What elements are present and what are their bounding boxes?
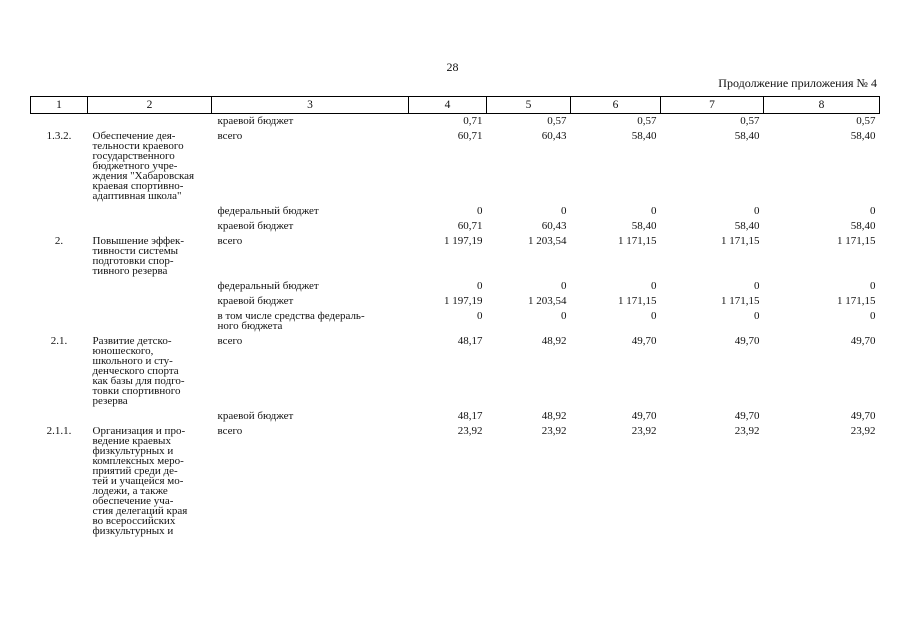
table-body [31, 114, 880, 540]
item-number: 2. [54, 235, 64, 247]
value-col-7: 58,40 [734, 130, 760, 142]
value-col-6: 0 [651, 310, 657, 322]
funding-source: всего [217, 235, 243, 247]
funding-source: краевой бюджет [217, 115, 294, 127]
item-number [31, 294, 88, 309]
item-name [88, 294, 212, 309]
funding-source: федеральный бюджет [217, 280, 319, 292]
page-number: 28 [446, 60, 459, 74]
column-number-header-row [31, 97, 880, 114]
value-col-5: 1 203,54 [528, 295, 567, 307]
table-row [31, 424, 880, 539]
column-header: 3 [212, 97, 409, 114]
funding-source: всего [217, 335, 243, 347]
value-col-4: 0 [477, 310, 483, 322]
item-name [88, 114, 212, 130]
item-number [31, 279, 88, 294]
item-name: Развитие детско- юношеского, школьного и сту- денческого спорта как базы для подго- товки спортивного резерва [92, 335, 185, 407]
table-row [31, 129, 880, 204]
value-col-6: 1 171,15 [618, 295, 657, 307]
value-col-8: 49,70 [850, 410, 876, 422]
item-number [31, 309, 88, 334]
funding-source: федеральный бюджет [217, 205, 319, 217]
value-col-8: 1 171,15 [837, 295, 876, 307]
value-col-7: 0 [754, 280, 760, 292]
value-col-6: 1 171,15 [618, 235, 657, 247]
funding-source: краевой бюджет [217, 220, 294, 232]
funding-source: всего [217, 425, 243, 437]
value-col-7: 0 [754, 205, 760, 217]
value-col-8: 58,40 [850, 130, 876, 142]
item-number [31, 409, 88, 424]
value-col-8: 0 [870, 280, 876, 292]
value-col-5: 48,92 [541, 335, 567, 347]
value-col-4: 0 [477, 205, 483, 217]
funding-source: всего [217, 130, 243, 142]
value-col-7: 0 [754, 310, 760, 322]
item-name: Повышение эффек- тивности системы подготовки спор- тивного резерва [92, 235, 185, 277]
value-col-7: 23,92 [734, 425, 760, 437]
value-col-7: 0,57 [740, 115, 760, 127]
item-name: Обеспечение дея- тельности краевого государственного бюджетного учре- ждения "Хабаровская краевая спортивно- адаптивная школа" [92, 130, 195, 202]
table-row [31, 279, 880, 294]
column-header: 7 [661, 97, 764, 114]
item-name [88, 309, 212, 334]
value-col-8: 1 171,15 [837, 235, 876, 247]
item-number [31, 204, 88, 219]
value-col-4: 1 197,19 [444, 295, 483, 307]
value-col-6: 23,92 [631, 425, 657, 437]
value-col-4: 48,17 [457, 410, 483, 422]
value-col-4: 1 197,19 [444, 235, 483, 247]
value-col-5: 0 [561, 205, 567, 217]
value-col-8: 0 [870, 310, 876, 322]
table-row [31, 234, 880, 279]
value-col-5: 60,43 [541, 130, 567, 142]
funding-source: в том числе средства федераль- ного бюджета [217, 310, 365, 332]
value-col-8: 0,57 [856, 115, 876, 127]
item-number: 2.1.1. [46, 425, 72, 437]
item-number [31, 114, 88, 130]
value-col-4: 60,71 [457, 220, 483, 232]
value-col-4: 0 [477, 280, 483, 292]
funding-source: краевой бюджет [217, 295, 294, 307]
column-header: 6 [571, 97, 661, 114]
value-col-7: 58,40 [734, 220, 760, 232]
value-col-8: 23,92 [850, 425, 876, 437]
table-row [31, 309, 880, 334]
value-col-8: 0 [870, 205, 876, 217]
value-col-6: 0 [651, 205, 657, 217]
table-row [31, 409, 880, 424]
appendix-continuation-note: Продолжение приложения № 4 [718, 76, 877, 90]
item-number [31, 219, 88, 234]
value-col-5: 0,57 [547, 115, 567, 127]
value-col-5: 23,92 [541, 425, 567, 437]
value-col-6: 49,70 [631, 335, 657, 347]
table-row [31, 204, 880, 219]
column-header: 1 [31, 97, 88, 114]
value-col-4: 48,17 [457, 335, 483, 347]
value-col-4: 60,71 [457, 130, 483, 142]
value-col-5: 0 [561, 280, 567, 292]
value-col-6: 58,40 [631, 220, 657, 232]
item-number: 2.1. [50, 335, 68, 347]
value-col-5: 1 203,54 [528, 235, 567, 247]
value-col-8: 49,70 [850, 335, 876, 347]
item-number: 1.3.2. [46, 130, 72, 142]
item-name [88, 204, 212, 219]
column-header: 2 [88, 97, 212, 114]
funding-source: краевой бюджет [217, 410, 294, 422]
value-col-5: 0 [561, 310, 567, 322]
column-header: 5 [487, 97, 571, 114]
table-row [31, 294, 880, 309]
value-col-6: 0 [651, 280, 657, 292]
budget-table [30, 96, 880, 539]
column-header: 4 [409, 97, 487, 114]
table-row [31, 219, 880, 234]
column-header: 8 [764, 97, 880, 114]
value-col-7: 1 171,15 [721, 235, 760, 247]
value-col-7: 49,70 [734, 410, 760, 422]
value-col-6: 58,40 [631, 130, 657, 142]
value-col-4: 0,71 [463, 115, 483, 127]
item-name [88, 409, 212, 424]
value-col-4: 23,92 [457, 425, 483, 437]
value-col-7: 1 171,15 [721, 295, 760, 307]
value-col-5: 60,43 [541, 220, 567, 232]
value-col-6: 0,57 [637, 115, 657, 127]
value-col-7: 49,70 [734, 335, 760, 347]
item-name: Организация и про- ведение краевых физкультурных и комплексных меро- приятий среди де- тей и учащейся мо- лодежи, а также обеспечение уча- стия делегаций края во всероссийских физкультурных и [92, 425, 188, 537]
value-col-8: 58,40 [850, 220, 876, 232]
table-row [31, 334, 880, 409]
value-col-6: 49,70 [631, 410, 657, 422]
table-row [31, 114, 880, 130]
item-name [88, 279, 212, 294]
value-col-5: 48,92 [541, 410, 567, 422]
item-name [88, 219, 212, 234]
